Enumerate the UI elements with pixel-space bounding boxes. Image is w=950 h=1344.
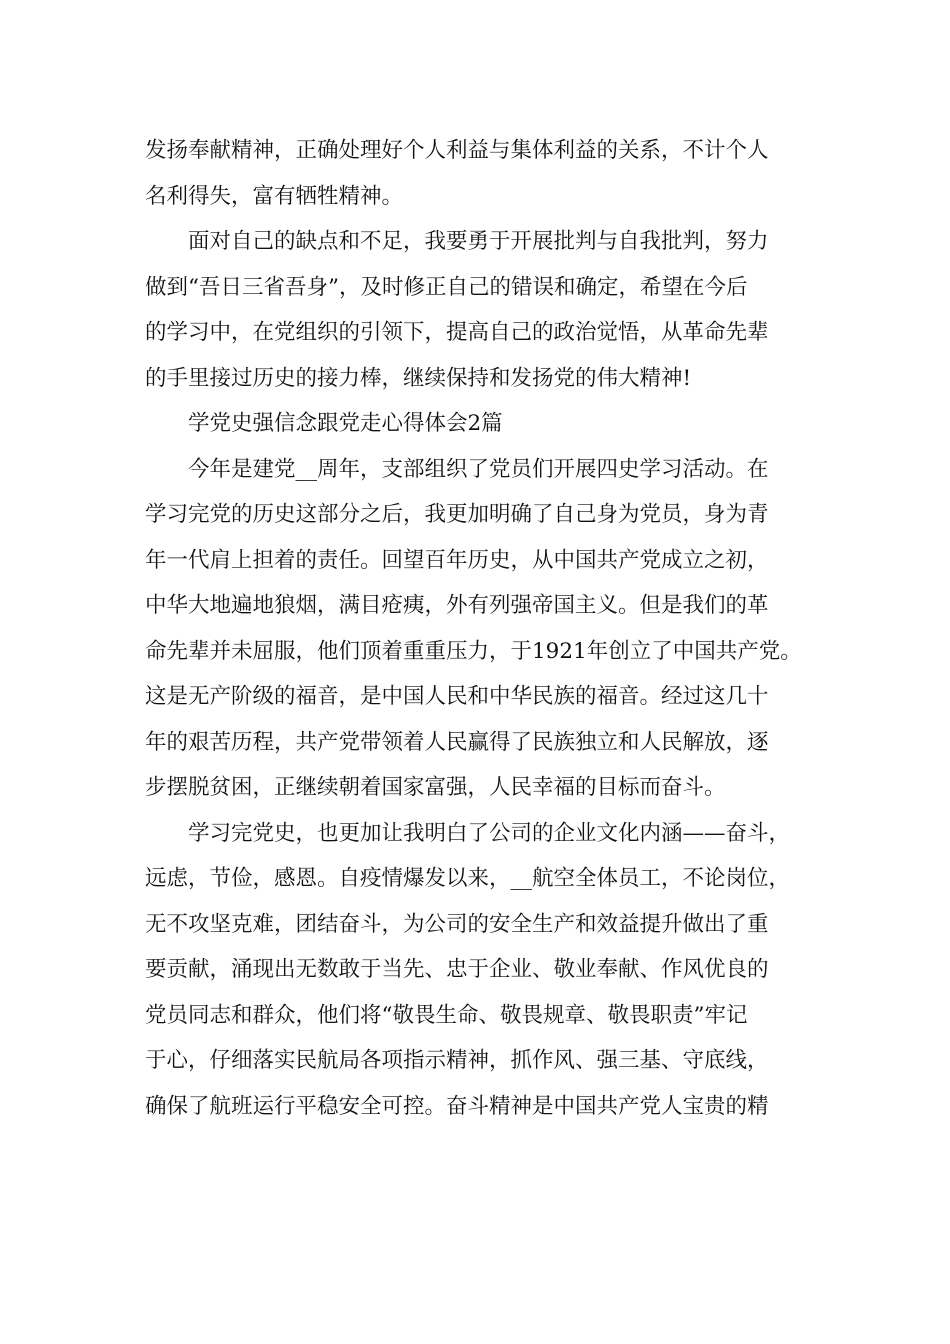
text-line: 发扬奉献精神，正确处理好个人利益与集体利益的关系，不计个人 <box>145 138 769 163</box>
section-heading: 学党史强信念跟党走心得体会2篇 <box>188 411 503 436</box>
text-line: 的学习中，在党组织的引领下，提高自己的政治觉悟，从革命先辈 <box>145 320 769 345</box>
text-line: 确保了航班运行平稳安全可控。奋斗精神是中国共产党人宝贵的精 <box>145 1093 769 1119</box>
paragraph-first-line: 面对自己的缺点和不足，我要勇于开展批判与自我批判，努力 <box>188 229 769 254</box>
paragraph-first-line: 学习完党史，也更加让我明白了公司的企业文化内涵——奋斗， <box>188 820 791 846</box>
paragraph-first-line: 今年是建党__周年，支部组织了党员们开展四史学习活动。在 <box>188 456 769 482</box>
text-line: 做到“吾日三省吾身”，及时修正自己的错误和确定，希望在今后 <box>145 274 748 300</box>
text-line: 远虑，节俭，感恩。自疫情爆发以来，__航空全体员工，不论岗位， <box>145 866 791 891</box>
text-line: 名利得失，富有牺牲精神。 <box>145 183 404 209</box>
text-line: 年一代肩上担着的责任。回望百年历史，从中国共产党成立之初， <box>145 547 769 573</box>
text-line: 的手里接过历史的接力棒，继续保持和发扬党的伟大精神! <box>145 365 692 391</box>
text-line: 中华大地遍地狼烟，满目疮痍，外有列强帝国主义。但是我们的革 <box>145 593 769 618</box>
text-line: 年的艰苦历程，共产党带领着人民赢得了民族独立和人民解放，逐 <box>145 729 769 755</box>
text-line: 这是无产阶级的福音，是中国人民和中华民族的福音。经过这几十 <box>145 684 769 709</box>
text-line: 步摆脱贫困，正继续朝着国家富强，人民幸福的目标而奋斗。 <box>145 775 726 800</box>
text-line: 于心，仔细落实民航局各项指示精神，抓作风、强三基、守底线， <box>145 1048 769 1073</box>
text-line: 命先辈并未屈服，他们顶着重重压力，于1921年创立了中国共产党。 <box>145 638 802 664</box>
text-line: 要贡献，涌现出无数敢于当先、忠于企业、敬业奉献、作风优良的 <box>145 957 769 982</box>
text-line: 党员同志和群众，他们将“敬畏生命、敬畏规章、敬畏职责”牢记 <box>145 1002 748 1028</box>
text-line: 学习完党的历史这部分之后，我更加明确了自己身为党员，身为青 <box>145 502 769 527</box>
body-text <box>145 128 825 1129</box>
text-line: 无不攻坚克难，团结奋斗，为公司的安全生产和效益提升做出了重 <box>145 911 769 937</box>
